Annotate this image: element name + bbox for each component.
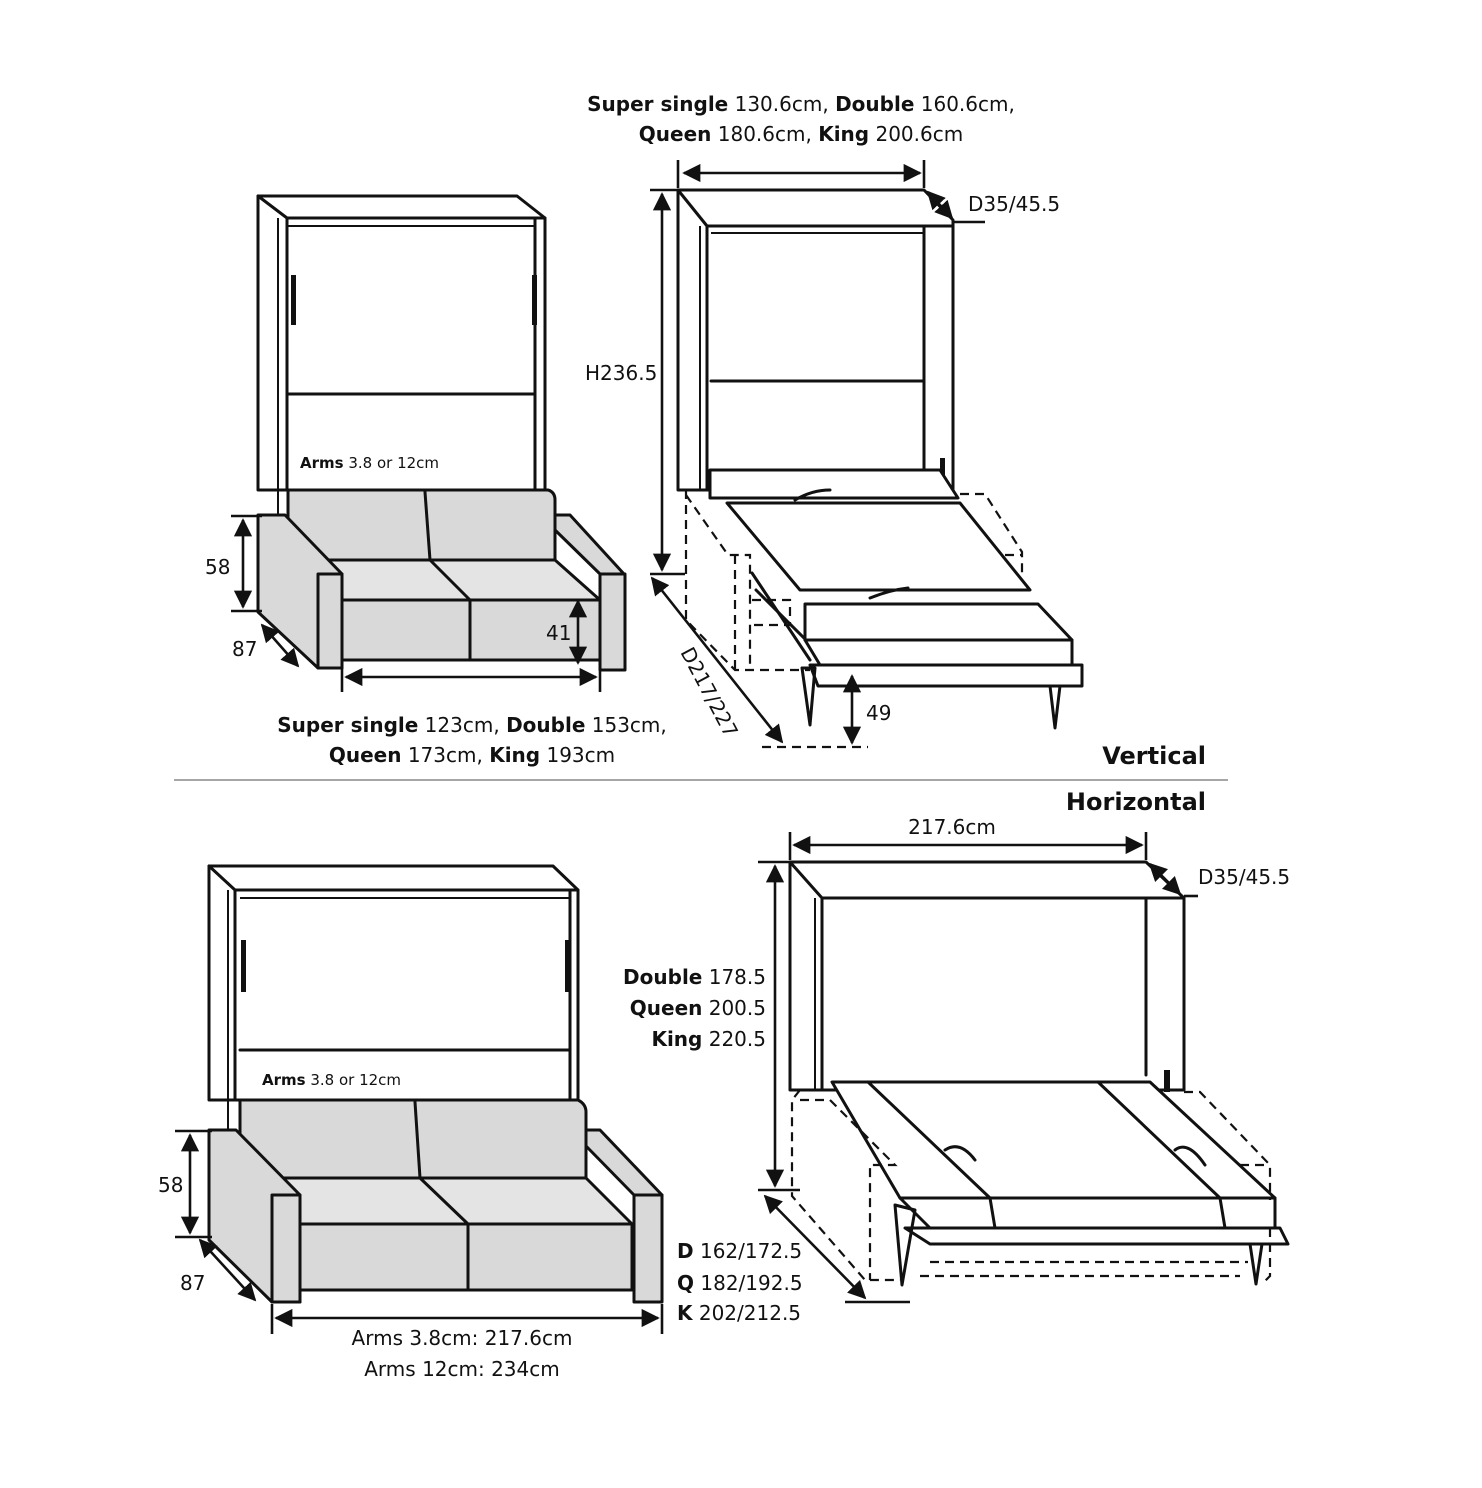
vertical-bottom-width-line1 xyxy=(277,713,667,737)
vertical-sofa-height: 58 xyxy=(205,555,231,579)
vertical-sofa-depth: 87 xyxy=(232,637,258,661)
vertical-bed-view xyxy=(675,190,1082,747)
horizontal-section-title: Horizontal xyxy=(1065,788,1206,816)
text-run: 130.6cm, xyxy=(728,92,836,116)
horizontal-height-double xyxy=(623,965,766,989)
text-run: 182/192.5 xyxy=(694,1271,803,1295)
horizontal-depth-label: D35/45.5 xyxy=(1198,865,1291,889)
bold-run: King xyxy=(651,1027,703,1051)
bold-run: Double xyxy=(506,713,586,737)
bold-run: Double xyxy=(835,92,915,116)
vertical-bottom-width-line2 xyxy=(329,743,615,767)
text-run: 162/172.5 xyxy=(693,1239,803,1263)
horizontal-height-queen xyxy=(630,996,766,1020)
text-run: 200.6cm xyxy=(869,122,964,146)
vertical-sofa-view xyxy=(258,196,625,670)
text-run: 178.5 xyxy=(702,965,766,989)
bold-run: Q xyxy=(677,1271,695,1295)
horizontal-top-width: 217.6cm xyxy=(908,815,996,839)
bold-run: K xyxy=(677,1301,693,1325)
vertical-arms-label xyxy=(300,454,439,472)
text-run: 3.8 or 12cm xyxy=(343,454,440,472)
horizontal-bed-depth-king xyxy=(677,1301,801,1325)
bold-run: Queen xyxy=(638,122,712,146)
horizontal-bed-depth-double xyxy=(677,1239,802,1263)
vertical-bed-depth: D217/227 xyxy=(675,643,744,742)
bold-run: Arms xyxy=(300,454,344,472)
text-run: 200.5 xyxy=(702,996,766,1020)
bold-run: King xyxy=(818,122,870,146)
horizontal-bed-depth-queen xyxy=(677,1271,803,1295)
text-run: 153cm, xyxy=(585,713,667,737)
vertical-section-title: Vertical xyxy=(1102,742,1206,770)
horizontal-height-king xyxy=(651,1027,766,1051)
horizontal-bottom-width-line2 xyxy=(364,1357,560,1381)
horizontal-bottom-width-line1 xyxy=(352,1326,573,1350)
horizontal-arms-label xyxy=(262,1071,401,1089)
horizontal-bed-view xyxy=(790,862,1291,1285)
text-run: 180.6cm, xyxy=(711,122,819,146)
vertical-top-width-line2 xyxy=(639,122,963,146)
bold-run: Queen xyxy=(629,996,703,1020)
bold-run: King xyxy=(489,743,541,767)
text-run: 173cm, xyxy=(401,743,490,767)
text-run: 123cm, xyxy=(418,713,507,737)
text-run: 193cm xyxy=(540,743,616,767)
text-run: Arms 12cm: 234cm xyxy=(364,1357,560,1381)
bold-run: Super single xyxy=(277,713,419,737)
bold-run: D xyxy=(677,1239,694,1263)
text-run: 202/212.5 xyxy=(692,1301,802,1325)
vertical-seat-height: 41 xyxy=(546,621,572,645)
horizontal-sofa-height: 58 xyxy=(158,1173,184,1197)
text-run: 220.5 xyxy=(702,1027,766,1051)
vertical-leg-height: 49 xyxy=(866,701,892,725)
bold-run: Queen xyxy=(328,743,402,767)
text-run: 3.8 or 12cm xyxy=(305,1071,402,1089)
text-run: Arms 3.8cm: 217.6cm xyxy=(351,1326,573,1350)
bold-run: Double xyxy=(623,965,703,989)
vertical-height-label: H236.5 xyxy=(585,361,658,385)
text-run: 160.6cm, xyxy=(914,92,1015,116)
vertical-depth-label: D35/45.5 xyxy=(968,192,1061,216)
vertical-top-width-line1 xyxy=(587,92,1015,116)
horizontal-sofa-depth: 87 xyxy=(180,1271,206,1295)
bold-run: Arms xyxy=(262,1071,306,1089)
bold-run: Super single xyxy=(587,92,729,116)
